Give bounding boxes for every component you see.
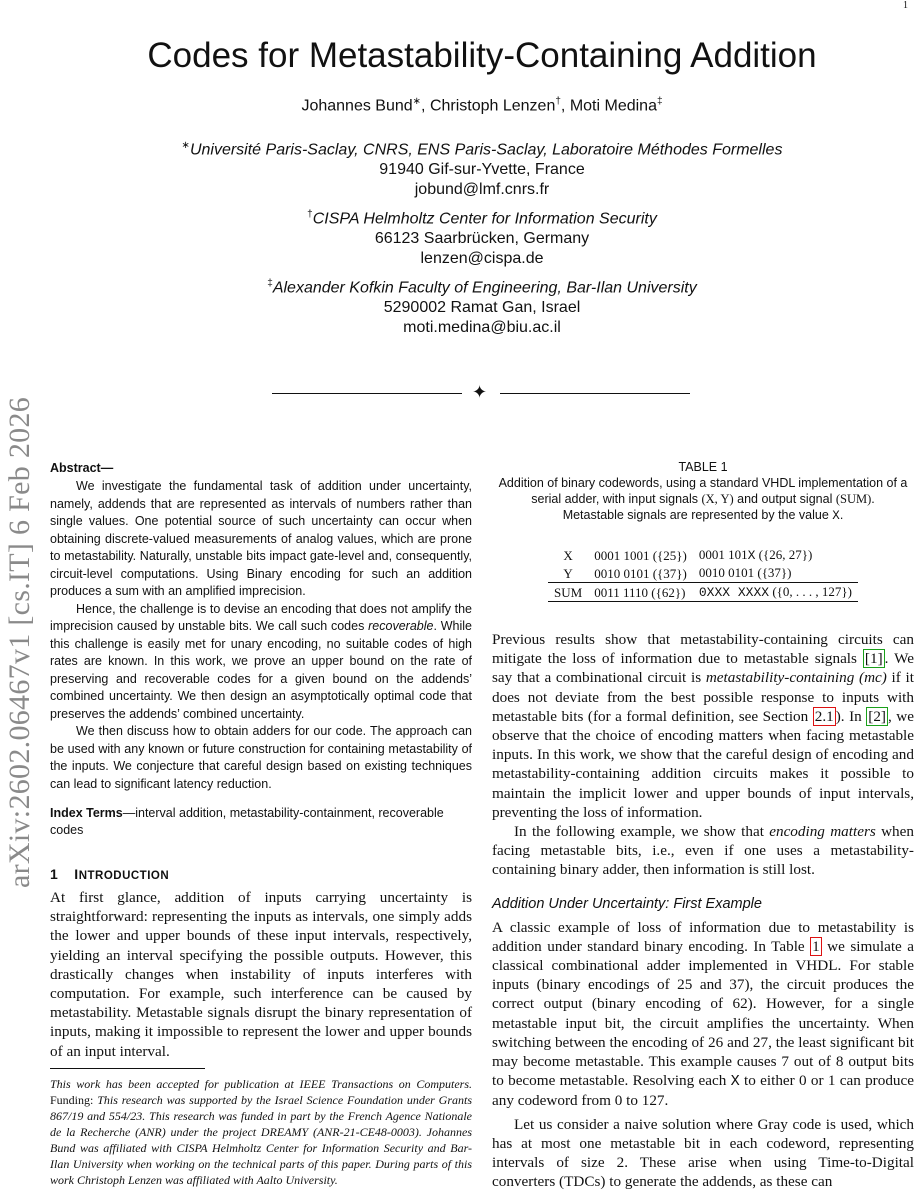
separator-line-right <box>500 393 690 394</box>
caption-code: X <box>832 509 840 523</box>
section-title-rest: NTRODUCTION <box>78 870 170 882</box>
set-value: ({26, 27}) <box>758 547 813 562</box>
author-name: Christoph Lenzen <box>429 97 556 115</box>
table-caption <box>492 475 914 507</box>
body-text: , we observe that the choice of encoding matters when facing metastable inputs. In this work, we show that the careful design of encoding and metastability-containing addition circuits makes it possible to maintain the implicit lower and upper bounds of input intervals, preventing the loss of information. <box>492 707 914 821</box>
body-text: . We say that a combinational circuit is <box>492 650 914 687</box>
right-column <box>492 459 914 1191</box>
section-number: 1 <box>50 866 59 882</box>
index-terms-dash: — <box>122 806 136 820</box>
metastable-bits: X <box>747 548 756 563</box>
caption-text: . <box>871 492 875 506</box>
affiliation-block <box>0 136 916 200</box>
body-paragraph <box>492 630 914 822</box>
set-value: ({37}) <box>757 565 792 580</box>
binary-value: 0010 0101 <box>594 565 650 581</box>
intro-paragraph: At first glance, addition of inputs carrying uncertainty is straightforward: representing the inputs as intervals, one simply adds the lower and upper bounds of these input intervals, respectively, yielding an interval specifying the possible outputs. However, this drastically changes when instability of inputs interferes with computation. For example, such interference can be caused by metastability. Metastable signals disrupt the binary representation of inputs, making it impossible to represent the lower and upper bounds of an input interval. <box>50 889 472 1060</box>
left-column <box>50 459 472 1061</box>
table-caption <box>492 507 914 524</box>
set-value: ({37}) <box>652 565 687 581</box>
body-text: In the following example, we show that <box>514 823 770 841</box>
separator-star-icon: ✦ <box>472 382 488 402</box>
caption-text: Metastable signals are represented by the value <box>562 508 833 522</box>
body-emphasis: encoding matters <box>769 823 876 841</box>
footnote-text: This work has been accepted for publication at IEEE Transactions on Computers. <box>50 1077 472 1091</box>
body-text: we simulate a classical combinational adder implemented in VHDL. For stable inputs (binary encodings of 25 and 37), the circuit produces the correct output (binary encoding of 62). However, for a single metastable input bit, the circuit amplifies the uncertainty. When switching between the encoding of 26 and 27, the least significant bit may become metastable. This example causes 7 out of 8 output bits to become metastable. Resolving each <box>492 937 914 1090</box>
caption-text: and output signal <box>733 492 836 506</box>
binary-value: 0001 101 <box>698 547 748 562</box>
table-cell <box>693 564 858 583</box>
body-emphasis: metastability-containing (mc) <box>705 669 887 687</box>
set-value: ({62}) <box>651 584 686 600</box>
affiliation-block <box>0 205 916 269</box>
affiliation-block <box>0 274 916 338</box>
arxiv-identifier-stamp: arXiv:2602.06467v1 [cs.IT] 6 Feb 2026 <box>3 396 36 888</box>
author-mark: ‡ <box>656 96 663 107</box>
section-heading <box>50 866 472 882</box>
body-text: when facing metastable bits, i.e., even if one uses a metastability-containing binary adder, then information is still lost. <box>492 823 914 879</box>
body-paragraph: Let us consider a naive solution where Gray code is used, which has at most one metastable bit in each codeword, representing intervals of size 2. These arise when using Time-to-Digital converters (TDCs) to generate the addends, as these can <box>492 1115 914 1191</box>
author-name: Johannes Bund <box>301 97 413 115</box>
citation-link[interactable]: [2] <box>868 707 886 725</box>
table-cell <box>588 564 693 583</box>
page-number: 1 <box>903 0 908 11</box>
affiliation-mark: † <box>307 209 313 220</box>
index-terms-text: interval addition, metastability-containment, recoverable codes <box>50 806 444 837</box>
binary-value: 0010 0101 <box>698 565 755 580</box>
body-paragraph <box>492 918 914 1111</box>
index-terms-label: Index Terms <box>50 806 123 820</box>
citation-link[interactable]: [1] <box>864 650 883 668</box>
caption-text: . <box>839 508 844 522</box>
binary-value: 0001 1001 <box>594 547 650 563</box>
table-cell <box>693 583 858 602</box>
affiliation-email: moti.medina@biu.ac.il <box>403 319 561 337</box>
caption-math: (SUM) <box>835 492 872 506</box>
affiliation-email: lenzen@cispa.de <box>420 250 544 268</box>
separator-line-left <box>272 393 462 394</box>
set-value: ({25}) <box>652 547 687 563</box>
caption-math: (X, Y) <box>701 492 734 506</box>
metastable-symbol: X <box>730 1072 740 1091</box>
section-link[interactable]: 2.1 <box>814 707 834 725</box>
affiliation-address: 66123 Saarbrücken, Germany <box>374 230 590 248</box>
affiliation-email: jobund@lmf.cnrs.fr <box>414 181 550 199</box>
addition-table <box>548 546 858 602</box>
author-name: Moti Medina <box>569 97 657 115</box>
section-separator <box>272 384 692 404</box>
body-text: Previous results show that metastability-containing circuits can mitigate the loss of information due to metastable signals <box>492 631 914 668</box>
abstract <box>50 459 472 793</box>
binary-value: 0011 1110 <box>594 584 649 600</box>
affiliation-mark: ∗ <box>181 140 190 151</box>
table-cell <box>693 546 858 564</box>
index-terms <box>50 805 472 839</box>
affiliation-address: 91940 Gif-sur-Yvette, France <box>379 161 585 179</box>
affiliation-address: 5290002 Ramat Gan, Israel <box>383 299 581 317</box>
body-text: A classic example of loss of information due to metastability is addition under standard binary encoding. In Table <box>492 918 914 955</box>
section-title-initial: I <box>74 866 79 882</box>
table-link[interactable]: 1 <box>812 937 820 955</box>
table-label: TABLE 1 <box>678 460 728 474</box>
footnote-text: This research was supported by the Israel Science Foundation under Grants 867/19 and 554/23. This research was funded in part by the French Agence Nationale de la Recherche (ANR) under the project DREAMY (ANR-21-CE48-0003). Johannes Bund was affiliated with CISPA Helmholtz Center for Information Security and Bar-Ilan University when working on the technical parts of this paper. During parts of this work Christoph Lenzen was affiliated with Aalto University. <box>50 1093 473 1187</box>
abstract-text: Hence, the challenge is to devise an encoding that does not amplify the imprecision caused by unstable bits. We call such codes <box>50 601 472 633</box>
body-text: if it does not deviate from the best possible response to inputs with metastable bits (for a formal definition, see Section <box>492 669 914 725</box>
affiliation-name: Alexander Kofkin Faculty of Engineering, Bar-Ilan University <box>272 279 697 297</box>
body-text: ). In <box>835 707 867 725</box>
footnote-funding-label: Funding: <box>50 1093 98 1107</box>
table-cell <box>588 546 693 564</box>
abstract-emphasis: recoverable <box>368 619 434 633</box>
author-list: Johannes Bund∗, Christoph Lenzen†, Moti Medina‡ <box>301 96 663 115</box>
paper-title: Codes for Metastability-Containing Addition <box>147 36 817 75</box>
abstract-paragraph: We then discuss how to obtain adders for our code. The approach can be used with any known or future construction for containing metastability of the inputs. We conjecture that careful design based on existing techniques can lead to significant latency reduction. <box>50 724 472 791</box>
table-row <box>548 546 858 564</box>
table-cell <box>588 583 693 602</box>
row-label: Y <box>563 565 573 581</box>
abstract-paragraph <box>50 601 472 724</box>
set-value: ({0, . . . , 127}) <box>772 584 852 599</box>
table-row <box>548 564 858 583</box>
subsection-heading: Addition Under Uncertainty: First Example <box>492 895 762 912</box>
footnote <box>50 1076 472 1188</box>
affiliation-name: CISPA Helmholtz Center for Information Security <box>312 210 657 228</box>
footnote-rule <box>50 1068 205 1069</box>
row-label: SUM <box>548 583 588 602</box>
caption-text: Addition of binary codewords, using a standard VHDL implementation of a serial adder, with input signals <box>498 476 908 506</box>
author-mark: † <box>555 96 561 107</box>
row-label: X <box>563 547 573 563</box>
abstract-paragraph: We investigate the fundamental task of addition under uncertainty, namely, addends that are represented as intervals of numbers rather than single values. One potential source of such uncertainty can occur when obtaining discrete-valued measurements of analog values, which are prone to metastability. Naturally, unstable bits impact gate-level and, consequently, circuit-level computations. Using Binary encoding for such an addition produces a sum with an amplified imprecision. <box>50 479 472 598</box>
body-paragraph <box>492 822 914 880</box>
author-mark: ∗ <box>412 96 422 107</box>
table-row <box>548 583 858 602</box>
body-text: to either 0 or 1 can produce any codeword from 0 to 127. <box>492 1072 915 1110</box>
abstract-label: Abstract <box>50 461 101 475</box>
abstract-text: . While this challenge is easily met for unary encoding, no suitable codes of high rates are known. In this work, we prove an upper bound on the rate of preserving and recoverable codes for a given bound on the addends’ combined uncertainty. We then design an asymptotically optimal code that preserves the addends’ combined uncertainty. <box>50 619 472 721</box>
affiliation-name: Université Paris-Saclay, CNRS, ENS Paris-Saclay, Laboratoire Méthodes Formelles <box>189 141 783 159</box>
abstract-dash: — <box>100 461 114 475</box>
metastable-bits: 0XXX XXXX <box>698 585 770 600</box>
affiliation-mark: ‡ <box>267 278 273 289</box>
